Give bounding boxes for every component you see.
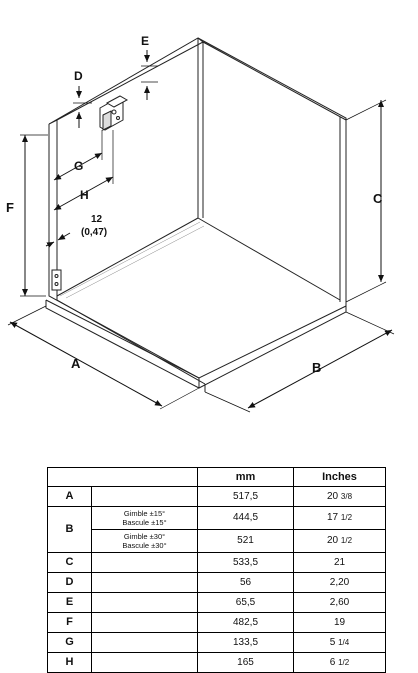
table-row <box>48 633 386 653</box>
inches-whole: 19 <box>333 616 346 628</box>
row-letter: D <box>48 573 92 593</box>
table-header-row <box>48 468 386 487</box>
row-mm: 65,5 <box>198 593 294 613</box>
row-mm: 521 <box>198 530 294 553</box>
variant-line1: Gimble ±30° <box>123 532 166 541</box>
variant-line1: Gimble ±15° <box>123 509 166 518</box>
header-mm: mm <box>198 468 294 487</box>
inches-whole: 20 <box>326 535 339 546</box>
row-mm: 533,5 <box>198 553 294 573</box>
row-variant-empty <box>92 653 198 673</box>
note-inches: (0,47) <box>81 227 108 238</box>
lower-latch <box>52 270 61 290</box>
inches-fraction: 3/8 <box>340 491 353 501</box>
label-D: D <box>74 69 83 83</box>
header-blank <box>48 468 198 487</box>
inches-whole: 2,60 <box>329 596 350 608</box>
row-mm: 165 <box>198 653 294 673</box>
row-mm: 517,5 <box>198 487 294 507</box>
dimension-lines <box>8 50 394 412</box>
row-letter: F <box>48 613 92 633</box>
label-F: F <box>6 200 14 215</box>
row-inches <box>294 553 386 573</box>
row-variant-empty <box>92 487 198 507</box>
row-variant-empty <box>92 633 198 653</box>
variant-line2: Bascule ±30° <box>122 541 167 550</box>
table-row <box>48 553 386 573</box>
label-C: C <box>373 191 383 206</box>
row-letter: B <box>48 507 92 553</box>
row-inches <box>294 530 386 553</box>
row-letter: C <box>48 553 92 573</box>
inches-whole: 17 <box>326 512 339 523</box>
table-row <box>48 593 386 613</box>
inches-fraction: 1/2 <box>340 536 353 545</box>
gimbal-bracket <box>100 96 127 130</box>
inches-fraction: 1/4 <box>338 637 350 647</box>
inches-whole: 5 <box>329 636 336 648</box>
row-letter: A <box>48 487 92 507</box>
note-value: 12 <box>91 214 103 225</box>
table-row <box>48 573 386 593</box>
row-inches <box>294 507 386 530</box>
row-letter: E <box>48 593 92 613</box>
row-variant-empty <box>92 593 198 613</box>
row-inches <box>294 593 386 613</box>
table-row <box>48 530 386 553</box>
inches-fraction: 1/2 <box>338 657 350 667</box>
row-variant-empty <box>92 553 198 573</box>
row-variant <box>92 507 198 530</box>
inches-whole: 2,20 <box>329 576 350 588</box>
row-mm: 56 <box>198 573 294 593</box>
row-letter: G <box>48 633 92 653</box>
label-B: B <box>312 360 322 375</box>
label-H: H <box>80 188 89 202</box>
inches-whole: 21 <box>333 556 346 568</box>
row-variant <box>92 530 198 553</box>
inches-whole: 6 <box>329 656 336 668</box>
row-inches <box>294 653 386 673</box>
row-inches <box>294 573 386 593</box>
row-variant-empty <box>92 573 198 593</box>
row-inches <box>294 633 386 653</box>
row-inches <box>294 613 386 633</box>
row-letter: H <box>48 653 92 673</box>
row-mm: 133,5 <box>198 633 294 653</box>
variant-line2: Bascule ±15° <box>122 518 167 527</box>
dimension-labels <box>6 34 383 375</box>
label-E: E <box>141 34 150 48</box>
row-inches <box>294 487 386 507</box>
row-variant-empty <box>92 613 198 633</box>
dimensions-table <box>47 467 386 673</box>
inches-whole: 20 <box>326 490 339 502</box>
table-row <box>48 613 386 633</box>
table-row <box>48 653 386 673</box>
label-A: A <box>71 356 81 371</box>
row-mm: 444,5 <box>198 507 294 530</box>
table-row <box>48 507 386 530</box>
header-inches: Inches <box>294 468 386 487</box>
table-row <box>48 487 386 507</box>
row-mm: 482,5 <box>198 613 294 633</box>
label-G: G <box>74 159 84 173</box>
inches-fraction: 1/2 <box>340 513 353 522</box>
